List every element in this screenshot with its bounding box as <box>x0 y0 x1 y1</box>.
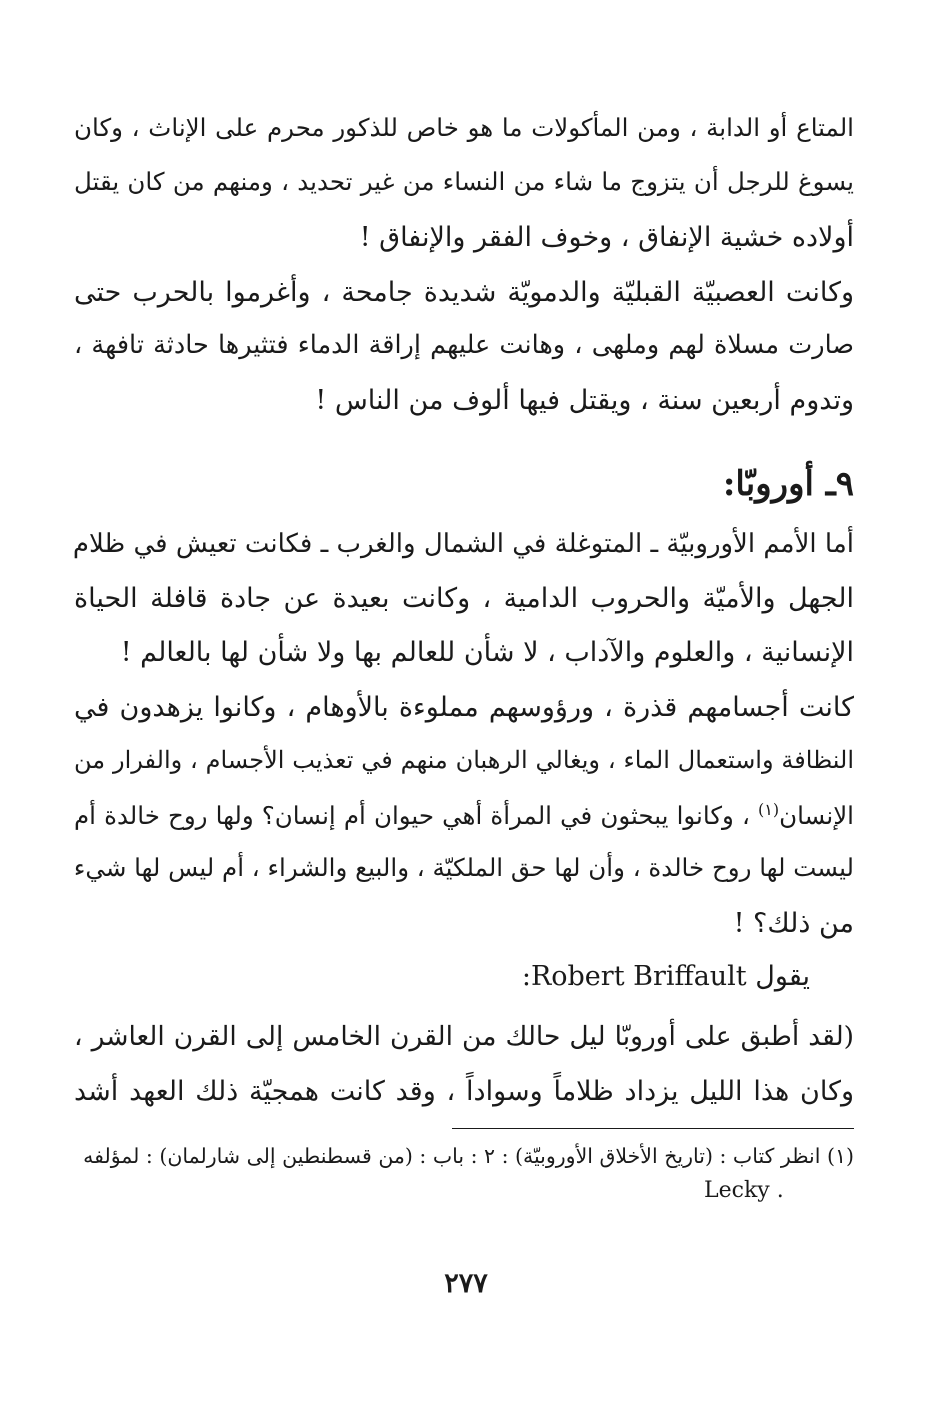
quote-intro: يقول Robert Briffault: <box>521 961 810 992</box>
text-fragment: الإنسان <box>779 801 854 831</box>
text-line: النظافة واستعمال الماء ، ويغالي الرهبان منهم في تعذيب الأجسام ، والفرار من <box>74 746 854 774</box>
text-line: وكانت العصبيّة القبليّة والدمويّة شديدة جامحة ، وأغرموا بالحرب حتى <box>74 277 854 308</box>
footnote-author: Lecky . <box>704 1178 784 1203</box>
footnote-marker: (١) <box>757 800 780 819</box>
page-number: ٢٧٧ <box>444 1268 488 1299</box>
quote-line: (لقد أطبق على أوروبّا ليل حالك من القرن الخامس إلى القرن العاشر ، <box>74 1021 854 1052</box>
text-line: يسوغ للرجل أن يتزوج ما شاء من النساء من غير تحديد ، ومنهم من كان يقتل <box>74 167 854 196</box>
text-line: المتاع أو الدابة ، ومن المأكولات ما هو خاص للذكور محرم على الإناث ، وكان <box>74 113 854 142</box>
footnote-text: (١) انظر كتاب : (تاريخ الأخلاق الأوروبيّة) : ٢ : باب : (من قسطنطين إلى شارلمان) : لمؤلفه <box>83 1144 854 1168</box>
quote-line: وكان هذا الليل يزداد ظلاماً وسواداً ، وقد كانت همجيّة ذلك العهد أشد <box>74 1076 854 1107</box>
text-line: أولاده خشية الإنفاق ، وخوف الفقر والإنفاق ! <box>359 222 854 253</box>
section-heading: ٩ـ أوروبّا: <box>722 464 854 504</box>
text-line: من ذلك؟ ! <box>733 908 854 939</box>
text-line: الجهل والأميّة والحروب الدامية ، وكانت بعيدة عن جادة قافلة الحياة <box>74 583 854 614</box>
text-line <box>74 802 854 829</box>
text-line: صارت مسلاة لهم وملهى ، وهانت عليهم إراقة الدماء فتثيرها حادثة تافهة ، <box>74 330 854 360</box>
text-line: كانت أجسامهم قذرة ، ورؤوسهم مملوءة بالأوهام ، وكانوا يزهدون في <box>74 692 854 723</box>
text-line: الإنسانية ، والعلوم والآداب ، لا شأن للعالم بها ولا شأن لها بالعالم ! <box>120 637 854 668</box>
text-line: وتدوم أربعين سنة ، ويقتل فيها ألوف من الناس ! <box>315 385 854 416</box>
text-line: أما الأمم الأوروبيّة ـ المتوغلة في الشمال والغرب ـ فكانت تعيش في ظلام <box>72 529 854 559</box>
text-line: ليست لها روح خالدة ، وأن لها حق الملكيّة ، والبيع والشراء ، أم ليس لها شيء <box>73 853 854 882</box>
footnote-separator <box>452 1128 854 1129</box>
text-fragment: ، وكانوا يبحثون في المرأة أهي حيوان أم إنسان؟ ولها روح خالدة أم <box>74 801 758 831</box>
